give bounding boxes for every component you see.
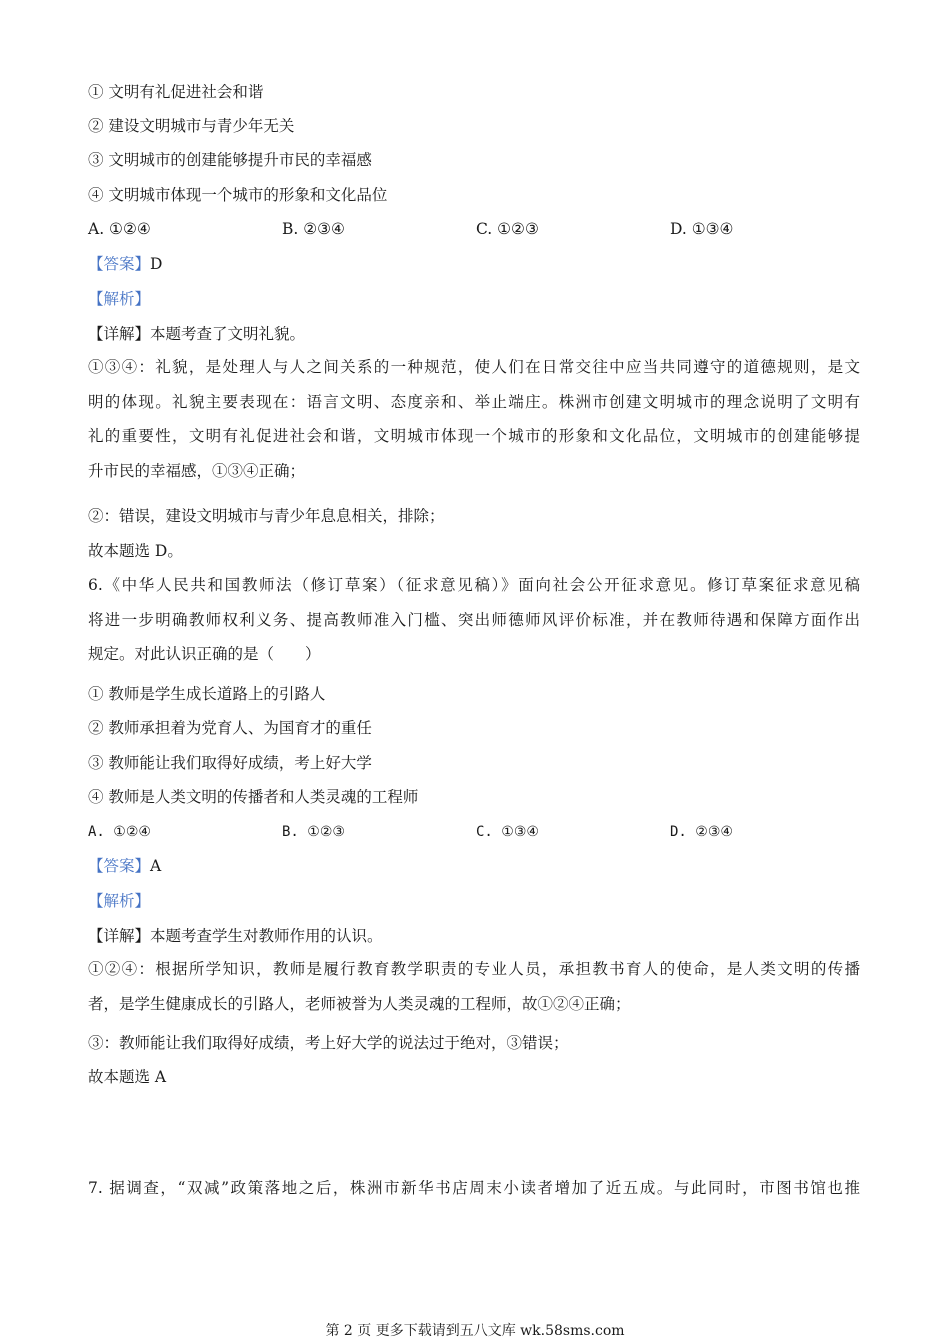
q5-choice-b: B. ②③④ <box>282 220 345 238</box>
q5-explanation <box>88 350 860 488</box>
q6-detail <box>88 926 383 946</box>
q6-explanation <box>88 952 860 1021</box>
explanation-line: ①③④：礼貌，是处理人与人之间关系的一种规范，使人们在日常交往中应当共同遵守的道德规则，是文 <box>88 358 860 376</box>
q6-stem <box>88 568 860 672</box>
stem-line: 将进一步明确教师权利义务、提高教师准入门槛、突出师德师风评价标准，并在教师待遇和保障方面作出 <box>88 610 860 629</box>
q6-conclusion: 故本题选 A <box>88 1068 167 1086</box>
q6-choice-c: C. ①③④ <box>476 824 539 840</box>
analysis-tag: 【解析】 <box>88 892 151 910</box>
stem-line: 规定。对此认识正确的是（ ） <box>88 645 321 663</box>
q6-option-2: ② 教师承担着为党育人、为国育才的重任 <box>88 719 372 737</box>
q5-option-2: ② 建设文明城市与青少年无关 <box>88 117 295 135</box>
q6-analysis <box>88 891 150 911</box>
stem-line: 7. 据调查，“双减”政策落地之后，株洲市新华书店周末小读者增加了近五成。与此同时，市图书馆也推 <box>88 1179 860 1197</box>
q6-choice-d: D. ②③④ <box>670 824 733 840</box>
analysis-tag: 【解析】 <box>88 290 151 308</box>
q6-wrong-note: ③：教师能让我们取得好成绩，考上好大学的说法过于绝对，③错误； <box>88 1034 569 1052</box>
page-footer: 第 2 页 更多下载请到五八文库 wk.58sms.com <box>325 1323 625 1339</box>
q5-choice-a: A. ①②④ <box>88 220 151 238</box>
q5-option-1: ① 文明有礼促进社会和谐 <box>88 83 264 101</box>
q6-choice-b: B. ①②③ <box>282 824 345 840</box>
q6-answer <box>88 856 161 876</box>
q5-answer <box>88 254 162 274</box>
answer-tag: 【答案】 <box>88 857 151 875</box>
q6-option-1: ① 教师是学生成长道路上的引路人 <box>88 685 326 703</box>
q6-choice-a: A. ①②④ <box>88 824 151 840</box>
q5-option-4: ④ 文明城市体现一个城市的形象和文化品位 <box>88 186 388 204</box>
stem-line: 6.《中华人民共和国教师法（修订草案）（征求意见稿）》面向社会公开征求意见。修订草案征求意见稿 <box>88 576 860 594</box>
explanation-line: 升市民的幸福感，①③④正确； <box>88 461 306 480</box>
answer-value: D <box>150 255 163 273</box>
detail-text: 本题考查了文明礼貌。 <box>150 325 306 343</box>
q5-analysis <box>88 289 150 309</box>
q5-detail <box>88 324 305 344</box>
q5-choice-c: C. ①②③ <box>476 220 539 238</box>
q6-option-4: ④ 教师是人类文明的传播者和人类灵魂的工程师 <box>88 788 419 806</box>
explanation-line: 者，是学生健康成长的引路人，老师被誉为人类灵魂的工程师，故①②④正确； <box>88 994 631 1013</box>
detail-tag: 【详解】 <box>88 927 151 945</box>
explanation-line: ①②④：根据所学知识，教师是履行教育教学职责的专业人员，承担教书育人的使命，是人类文明的传播 <box>88 960 860 978</box>
answer-value: A <box>150 857 162 875</box>
q5-choice-d: D. ①③④ <box>670 220 734 238</box>
q6-option-3: ③ 教师能让我们取得好成绩，考上好大学 <box>88 754 372 772</box>
explanation-line: 明的体现。礼貌主要表现在：语言文明、态度亲和、举止端庄。株洲市创建文明城市的理念说明了文明有 <box>88 392 860 411</box>
explanation-line: 礼的重要性，文明有礼促进社会和谐，文明城市体现一个城市的形象和文化品位，文明城市的创建能够提 <box>88 427 860 445</box>
q5-option-3: ③ 文明城市的创建能够提升市民的幸福感 <box>88 151 372 169</box>
detail-tag: 【详解】 <box>88 325 151 343</box>
detail-text: 本题考查学生对教师作用的认识。 <box>150 927 383 945</box>
q7-stem <box>88 1171 860 1206</box>
q5-conclusion: 故本题选 D。 <box>88 542 183 560</box>
q5-wrong-note: ②：错误，建设文明城市与青少年息息相关，排除； <box>88 507 445 525</box>
answer-tag: 【答案】 <box>88 255 151 273</box>
